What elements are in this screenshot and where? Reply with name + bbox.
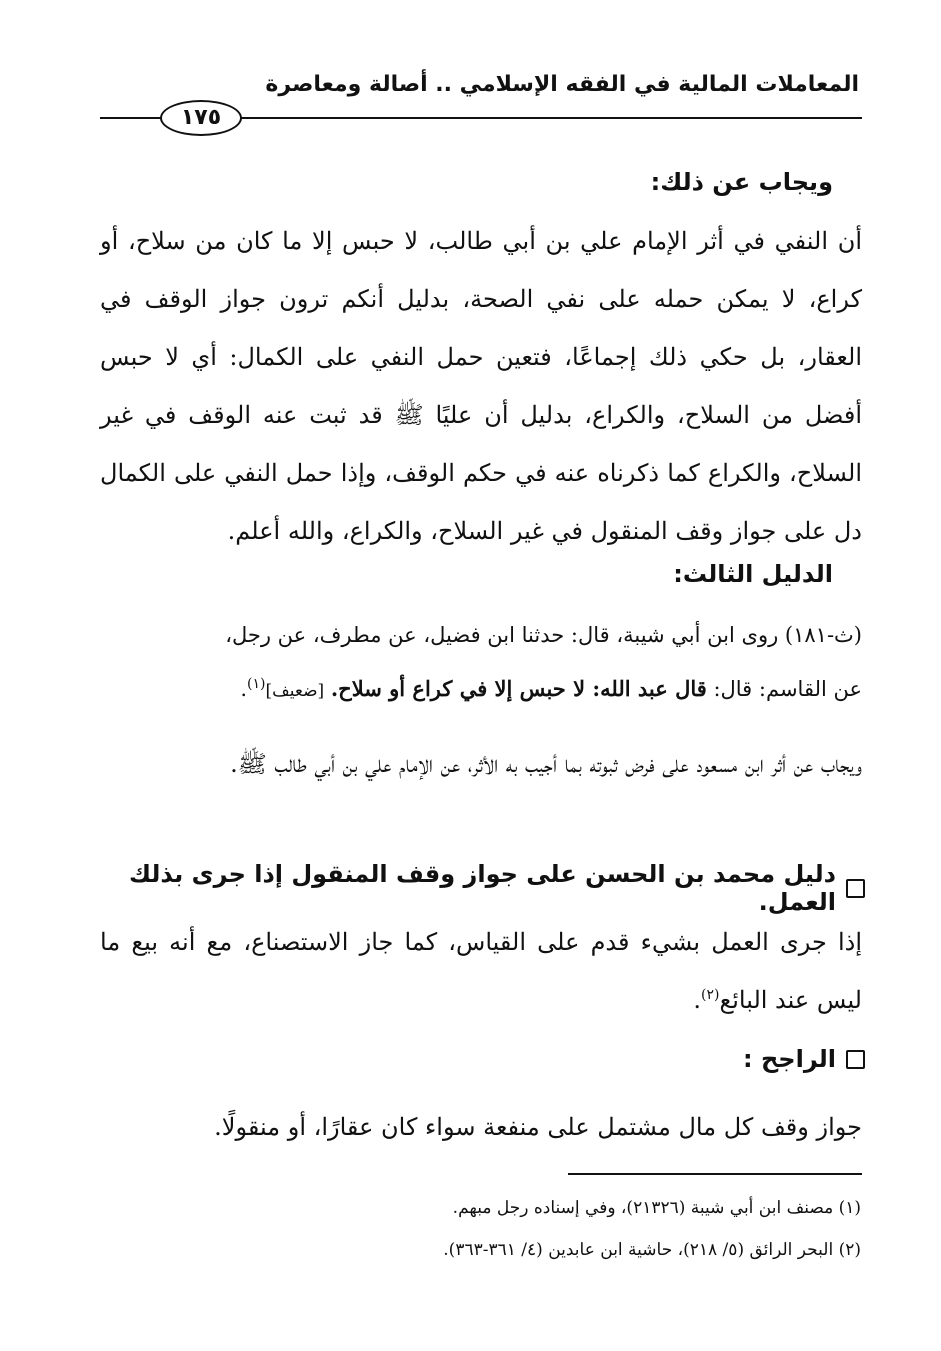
answer-heading: ويجاب عن ذلك: bbox=[650, 168, 833, 196]
preferred-opinion-paragraph: جواز وقف كل مال مشتمل على منفعة سواء كان عقارًا، أو منقولًا. bbox=[214, 1113, 862, 1141]
section-heading-evidence bbox=[95, 860, 865, 916]
page-number-badge: ١٧٥ bbox=[160, 100, 242, 136]
hadith-line-2: عن القاسم: قال: قال عبد الله: لا حبس إلا في كراع أو سلاح. [ضعيف]$^{(١)}$. bbox=[240, 676, 862, 701]
hadith-narration bbox=[100, 608, 862, 718]
section-paragraph: إذا جرى العمل بشيء قدم على القياس، كما جاز الاستصناع، مع أنه بيع ما ليس عند البائع$^{(٢)}$. bbox=[100, 928, 862, 1014]
footnote-2: (٢) البحر الرائق (٥/ ٢١٨)، حاشية ابن عابدين (٤/ ٣٦١-٣٦٣). bbox=[443, 1240, 861, 1260]
footnote-ref-2: (٢) bbox=[700, 987, 720, 1003]
answer-paragraph: أن النفي في أثر الإمام علي بن أبي طالب، لا حبس إلا ما كان من سلاح، أو كراع، لا يمكن حمله على نفي الصحة، بدليل أنكم ترون جواز الوقف في العقار، بل حكي ذلك إجماعًا، فتعين حمل النفي على الكمال: أي لا حبس أفضل من السلاح، والكراع، بدليل أن عليًا ﷺ قد ثبت عنه الوقف في غير السلاح، والكراع كما ذكرناه عنه في حكم الوقف، وإذا حمل النفي على الكمال دل على جواز وقف المنقول في غير السلاح، والكراع، والله أعلم. bbox=[100, 227, 862, 545]
hadith-text: قال عبد الله: لا حبس إلا في كراع أو سلاح. bbox=[330, 676, 707, 701]
section-heading-text: دليل محمد بن الحسن على جواز وقف المنقول إذا جرى بذلك العمل. bbox=[129, 860, 836, 916]
footnote-ref-1: (١) bbox=[247, 676, 266, 692]
footnote-separator bbox=[568, 1173, 862, 1175]
hadith-chain: عن القاسم: قال: bbox=[713, 677, 862, 701]
section-heading-preferred bbox=[95, 1045, 865, 1073]
running-header-title: المعاملات المالية في الفقه الإسلامي .. أصالة ومعاصرة bbox=[265, 72, 859, 97]
section-heading-text: الراجح : bbox=[743, 1045, 836, 1073]
square-bullet-icon bbox=[846, 1050, 865, 1069]
third-evidence-heading: الدليل الثالث: bbox=[673, 560, 833, 588]
square-bullet-icon bbox=[846, 879, 865, 898]
footnote-1: (١) مصنف ابن أبي شيبة (٢١٣٢٦)، وفي إسناده رجل مبهم. bbox=[452, 1198, 861, 1218]
second-answer-paragraph: ويجاب عن أثر ابن مسعود على فرض ثبوته بما أجيب به الأثر، عن الإمام علي بن أبي طالب ﷺ. bbox=[230, 750, 862, 778]
hadith-grade: [ضعيف] bbox=[265, 681, 325, 701]
hadith-line-1: (ث-١٨١) روى ابن أبي شيبة، قال: حدثنا ابن فضيل، عن مطرف، عن رجل، bbox=[225, 623, 862, 647]
